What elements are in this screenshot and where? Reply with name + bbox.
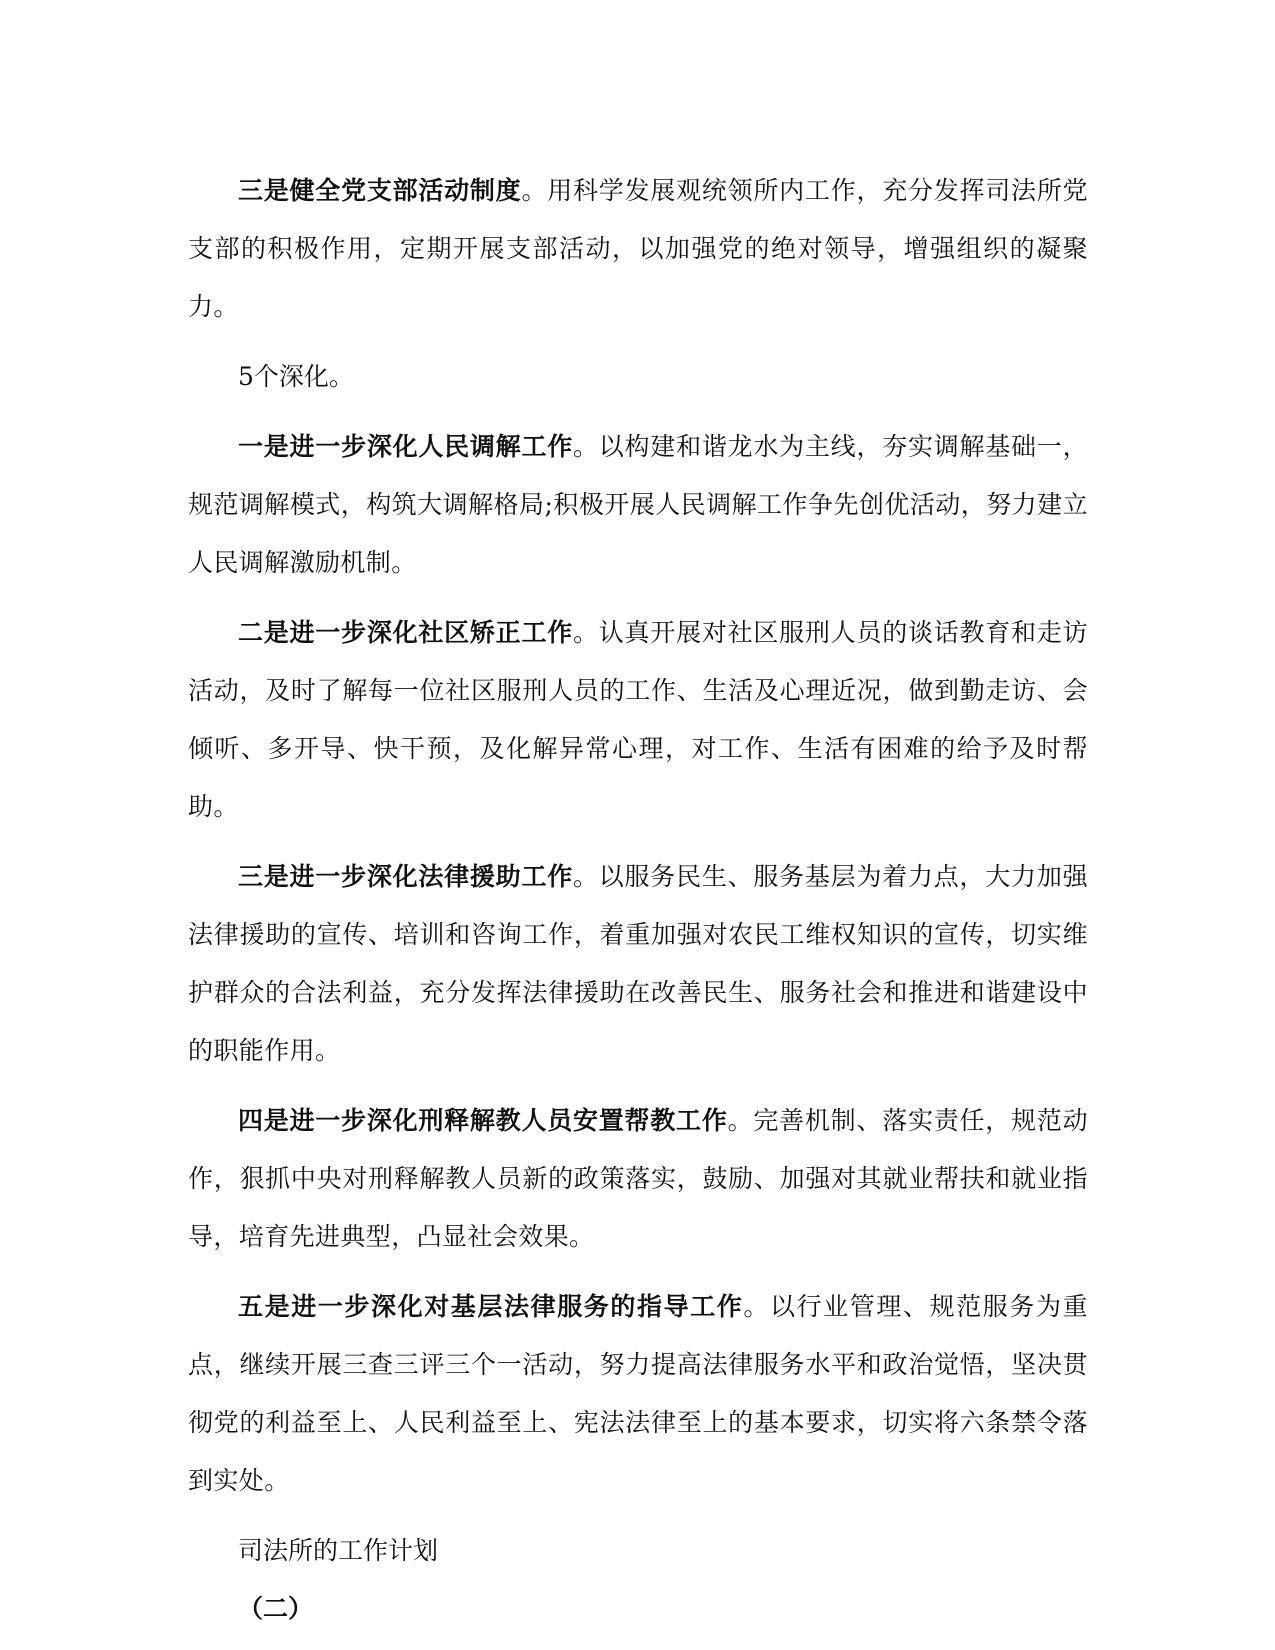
paragraph-text: 。用科学发展观统领所内工作，充分发挥司法所党支部的积极作用，定期开展支部活动，以加强党的绝对领导，增强组织的凝聚力。 [188, 176, 1088, 321]
paragraph-legal-services [188, 1278, 1088, 1510]
paragraph-lead: 五是进一步深化对基层法律服务的指导工作 [238, 1292, 744, 1321]
paragraph-text: 。认真开展对社区服刑人员的谈话教育和走访活动，及时了解每一位社区服刑人员的工作、生活及心理近况，做到勤走访、会倾听、多开导、快干预，及化解异常心理，对工作、生活有困难的给予及时帮助。 [188, 618, 1088, 821]
five-deepen-heading: 5个深化。 [238, 362, 354, 391]
paragraph-resettlement [188, 1092, 1088, 1266]
document-body [188, 162, 1088, 1638]
paragraph-lead: 一是进一步深化人民调解工作 [238, 432, 573, 461]
paragraph-community-correction [188, 604, 1088, 836]
paragraph-lead: 三是健全党支部活动制度 [238, 176, 522, 205]
paragraph-mediation [188, 418, 1088, 592]
paragraph-party-branch [188, 162, 1088, 336]
section-title: 司法所的工作计划 [238, 1536, 439, 1565]
paragraph-text: 。完善机制、落实责任，规范动作，狠抓中央对刑释解教人员新的政策落实，鼓励、加强对其就业帮扶和就业指导，培育先进典型，凸显社会效果。 [188, 1106, 1088, 1251]
section-number: （二） [238, 1594, 314, 1623]
paragraph-text: 。以行业管理、规范服务为重点，继续开展三查三评三个一活动，努力提高法律服务水平和政治觉悟，坚决贯彻党的利益至上、人民利益至上、宪法法律至上的基本要求，切实将六条禁令落到实处。 [188, 1292, 1089, 1495]
paragraph-text: 。以服务民生、服务基层为着力点，大力加强法律援助的宣传、培训和咨询工作，着重加强对农民工维权知识的宣传，切实维护群众的合法利益，充分发挥法律援助在改善民生、服务社会和推进和谐建设中的职能作用。 [188, 862, 1088, 1065]
paragraph-legal-aid [188, 848, 1088, 1080]
paragraph-text: 。以构建和谐龙水为主线，夯实调解基础一，规范调解模式，构筑大调解格局;积极开展人民调解工作争先创优活动，努力建立人民调解激励机制。 [188, 432, 1088, 577]
paragraph-lead: 二是进一步深化社区矫正工作 [238, 618, 573, 647]
paragraph-lead: 三是进一步深化法律援助工作 [238, 862, 573, 891]
paragraph-lead: 四是进一步深化刑释解教人员安置帮教工作 [238, 1106, 728, 1135]
